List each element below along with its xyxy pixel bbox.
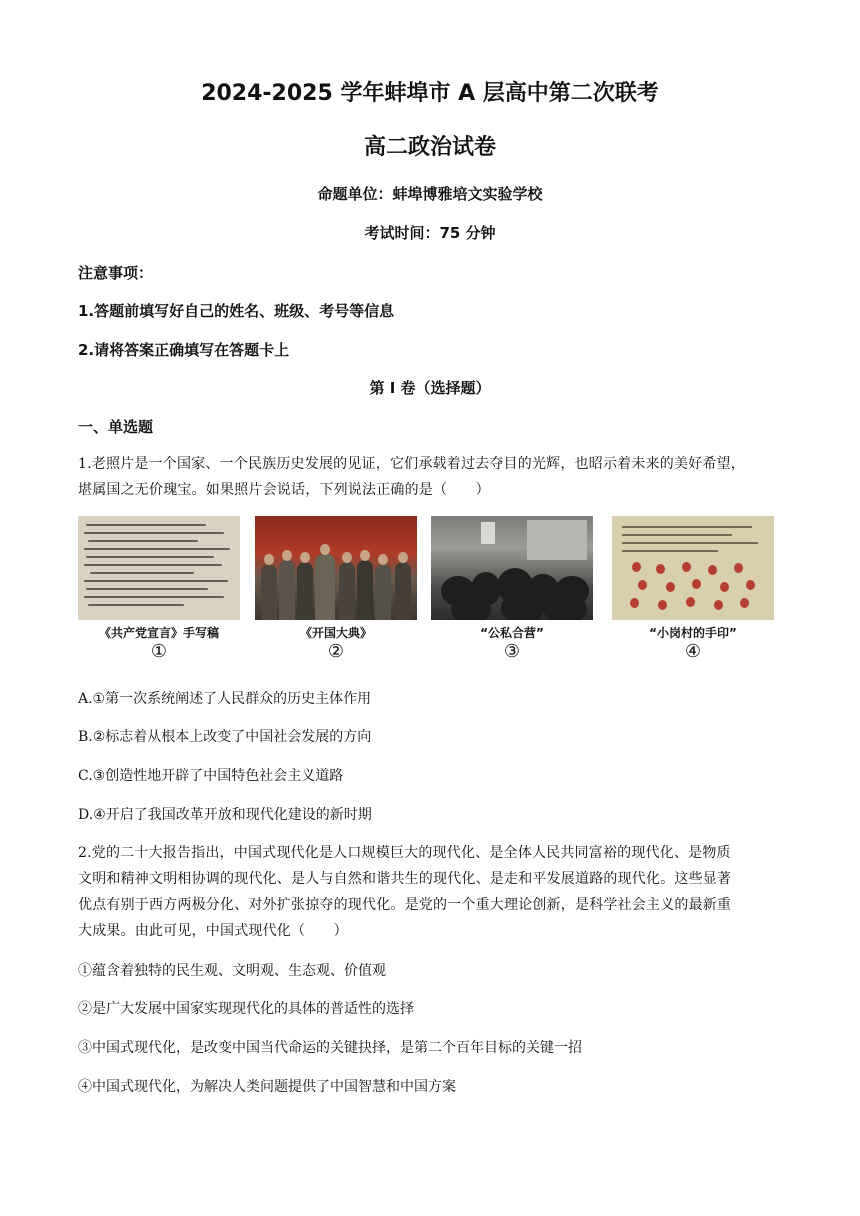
- q2-item-2: ②是广大发展中国家实现现代化的具体的普适性的选择: [78, 1001, 414, 1017]
- thumbprints-image: [612, 516, 774, 620]
- q2-stem-line-2: 文明和精神文明相协调的现代化、是人与自然和谐共生的现代化、是走和平发展道路的现代化。这些显著: [78, 871, 732, 887]
- q1-stem-line-1: 1.老照片是一个国家、一个民族历史发展的见证，它们承载着过去夺目的光辉，也昭示着未来的美好希望，: [78, 456, 745, 472]
- photo-number: ④: [684, 641, 702, 662]
- photo-xiaogang-thumbprints: [612, 516, 774, 661]
- photo-caption: 《共产党宣言》手写稿: [98, 626, 219, 640]
- q2-item-3: ③中国式现代化，是改变中国当代命运的关键抉择，是第二个百年目标的关键一招: [78, 1040, 582, 1056]
- q1-option-b: B.②标志着从根本上改变了中国社会发展的方向: [78, 729, 372, 745]
- photo-number: ②: [327, 641, 345, 662]
- exam-subtitle: 高二政治试卷: [363, 135, 496, 160]
- photo-number: ①: [150, 641, 168, 662]
- manifesto-manuscript-image: [78, 516, 240, 620]
- photo-caption: 《开国大典》: [299, 626, 372, 640]
- q1-option-c: C.③创造性地开辟了中国特色社会主义道路: [78, 768, 344, 784]
- photo-caption: “公私合营”: [480, 626, 544, 640]
- q2-stem-line-1: 2.党的二十大报告指出，中国式现代化是人口规模巨大的现代化、是全体人民共同富裕的现代化、是物质: [78, 845, 731, 861]
- q1-stem-line-2: 堪属国之无价瑰宝。如果照片会说话，下列说法正确的是（ ）: [78, 482, 490, 498]
- q2-item-4: ④中国式现代化，为解决人类问题提供了中国智慧和中国方案: [78, 1079, 456, 1095]
- q1-photo-strip: [78, 516, 778, 666]
- founding-ceremony-image: [255, 516, 417, 620]
- q1-option-a: A.①第一次系统阐述了人民群众的历史主体作用: [78, 691, 372, 707]
- notice-heading: 注意事项：: [78, 264, 154, 282]
- photo-caption: “小岗村的手印”: [649, 626, 737, 640]
- exam-time: 考试时间：75 分钟: [364, 224, 496, 242]
- public-private-image: [431, 516, 593, 620]
- section-title: 一、单选题: [78, 418, 154, 436]
- exam-unit: 命题单位：蚌埠博雅培文实验学校: [317, 185, 543, 203]
- q2-stem-line-3: 优点有别于西方两极分化、对外扩张掠夺的现代化。是党的一个重大理论创新，是科学社会主义的最新重: [78, 897, 732, 913]
- q1-option-d: D.④开启了我国改革开放和现代化建设的新时期: [78, 807, 372, 823]
- notice-item-2: 2.请将答案正确填写在答题卡上: [78, 341, 290, 359]
- photo-manifesto: [78, 516, 240, 661]
- part-title: 第 I 卷（选择题）: [369, 379, 491, 397]
- photo-number: ③: [503, 641, 521, 662]
- photo-public-private: [431, 516, 593, 661]
- notice-item-1: 1.答题前填写好自己的姓名、班级、考号等信息: [78, 302, 395, 320]
- q2-stem-line-4: 大成果。由此可见，中国式现代化（ ）: [78, 923, 348, 939]
- photo-founding-ceremony: [255, 516, 417, 661]
- q2-item-1: ①蕴含着独特的民生观、文明观、生态观、价值观: [78, 963, 386, 979]
- exam-title: 2024-2025 学年蚌埠市 A 层高中第二次联考: [201, 81, 659, 106]
